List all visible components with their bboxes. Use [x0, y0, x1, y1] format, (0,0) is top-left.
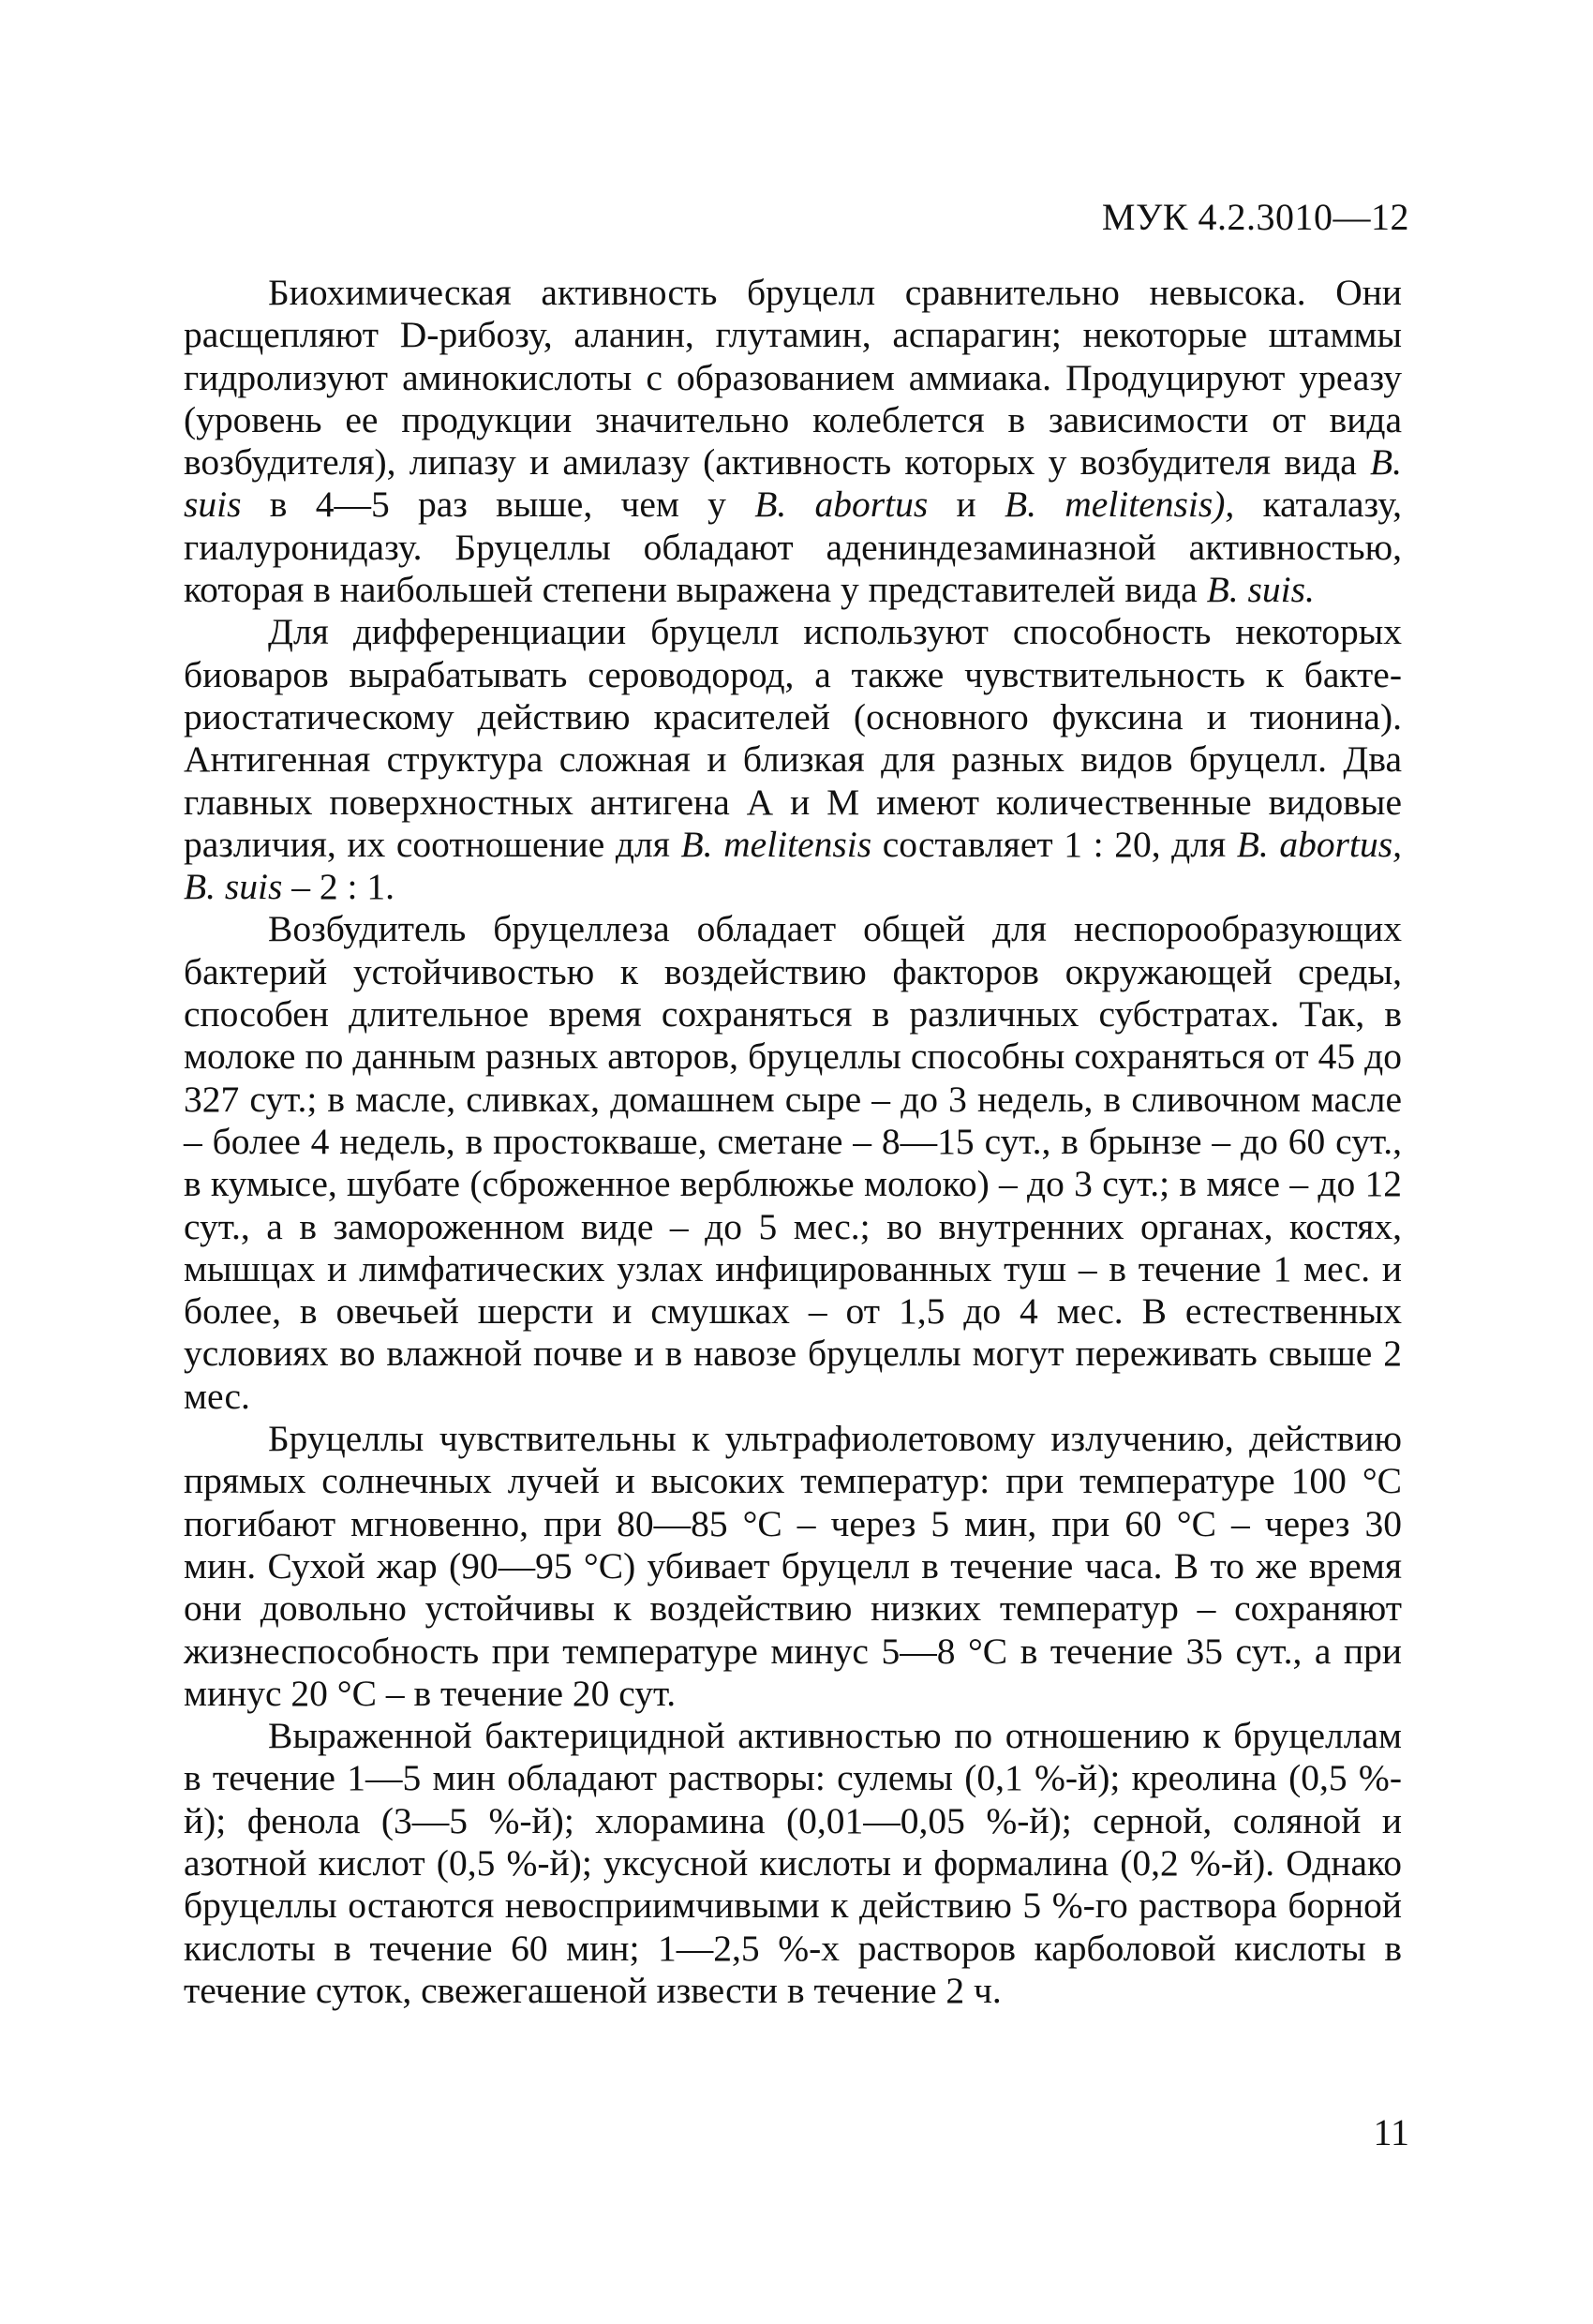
- species-name: B. suis: [184, 441, 1402, 526]
- species-name: B. melitensis),: [1004, 484, 1235, 526]
- paragraph-disinfectants: [184, 1715, 1402, 2012]
- document-body: [184, 272, 1402, 2012]
- text-run: в 4—5 раз выше, чем у: [241, 484, 755, 526]
- paragraph-biochemical-activity: [184, 272, 1402, 611]
- species-name: B. abortus: [754, 484, 929, 526]
- text-run: Для дифференциации бруцелл используют способность некоторых биоваров вырабатывать сероводород, а также чувствительность к бактериостатическому действию красителей (основного фуксина и тионина). Антигенная структура сложная и близкая для разных видов бруцелл. Два главных поверхностных антигена А и М имеют количественные видовые различия, их соотношение для: [184, 611, 1402, 865]
- document-code-header: МУК 4.2.3010—12: [1101, 196, 1409, 238]
- text-run: Возбудитель бруцеллеза обладает общей для неспорообразующих бактерий устойчивостью к воздействию факторов окружающей среды, способен длительное время сохраняться в различных субстратах. Так, в молоке по данным разных авторов, бруцеллы способны сохраняться от 45 до 327 сут.; в масле, сливках, домашнем сыре – до 3 недель, в сливочном масле – более 4 недель, в простокваше, сметане – 8—15 сут., в брынзе – до 60 сут., в кумысе, шубате (сброженное верблюжье молоко) – до 3 сут.; в мясе – до 12 сут., а в замороженном виде – до 5 мес.; во внутренних органах, костях, мышцах и лимфатических узлах инфицированных туш – в течение 1 мес. и более, в овечьей шерсти и смушках – от 1,5 до 4 мес. В естественных условиях во влажной почве и в навозе бруцеллы могут переживать свыше 2 мес.: [184, 908, 1402, 1417]
- text-run: и: [928, 484, 1005, 526]
- paragraph-differentiation: [184, 611, 1402, 908]
- text-run: составляет 1 : 20, для: [871, 823, 1237, 865]
- text-run: – 2 : 1.: [282, 866, 395, 908]
- species-name: B. abortus, B. suis: [184, 823, 1402, 908]
- page-number: 11: [1373, 2111, 1409, 2153]
- text-run: Выраженной бактерицидной активностью по отношению к бруцеллам в течение 1—5 мин обладают растворы: сулемы (0,1 %-й); креолина (0,5 %-й); фенола (3—5 %-й); хлорамина (0,01—0,05 %-й); серной, соляной и азотной кислот (0,5 %-й); уксусной кислоты и формалина (0,2 %-й). Однако бруцеллы остаются невосприимчивыми к действию 5 %-го раствора борной кислоты в течение 60 мин; 1—2,5 %-х растворов карболовой кислоты в течение суток, свежегашеной извести в течение 2 ч.: [184, 1715, 1402, 2011]
- paragraph-temperature-sensitivity: [184, 1418, 1402, 1715]
- species-name: B. melitensis: [680, 823, 872, 865]
- paragraph-environmental-resistance: [184, 908, 1402, 1418]
- text-run: Биохимическая активность бруцелл сравнительно невысока. Они расщепляют D-рибозу, аланин, глутамин, аспарагин; некоторые штаммы гидролизуют аминокислоты с образованием аммиака. Продуцируют уреазу (уровень ее продукции значительно колеблется в зависимости от вида возбудителя), липазу и амилазу (активность которых у возбудителя вида: [184, 272, 1402, 484]
- text-run: каталазу, гиалуронидазу. Бруцеллы обладают адениндезаминазной активностью, которая в наибольшей степени выражена у представителей вида: [184, 484, 1402, 611]
- species-name: B. suis.: [1206, 569, 1315, 611]
- text-run: Бруцеллы чувствительны к ультрафиолетовому излучению, действию прямых солнечных лучей и высоких температур: при температуре 100 °С погибают мгновенно, при 80—85 °С – через 5 мин, при 60 °С – через 30 мин. Сухой жар (90—95 °С) убивает бруцелл в течение часа. В то же время они довольно устойчивы к воздействию низких температур – сохраняют жизнеспособность при температуре минус 5—8 °С в течение 35 сут., а при минус 20 °С – в течение 20 сут.: [184, 1418, 1402, 1714]
